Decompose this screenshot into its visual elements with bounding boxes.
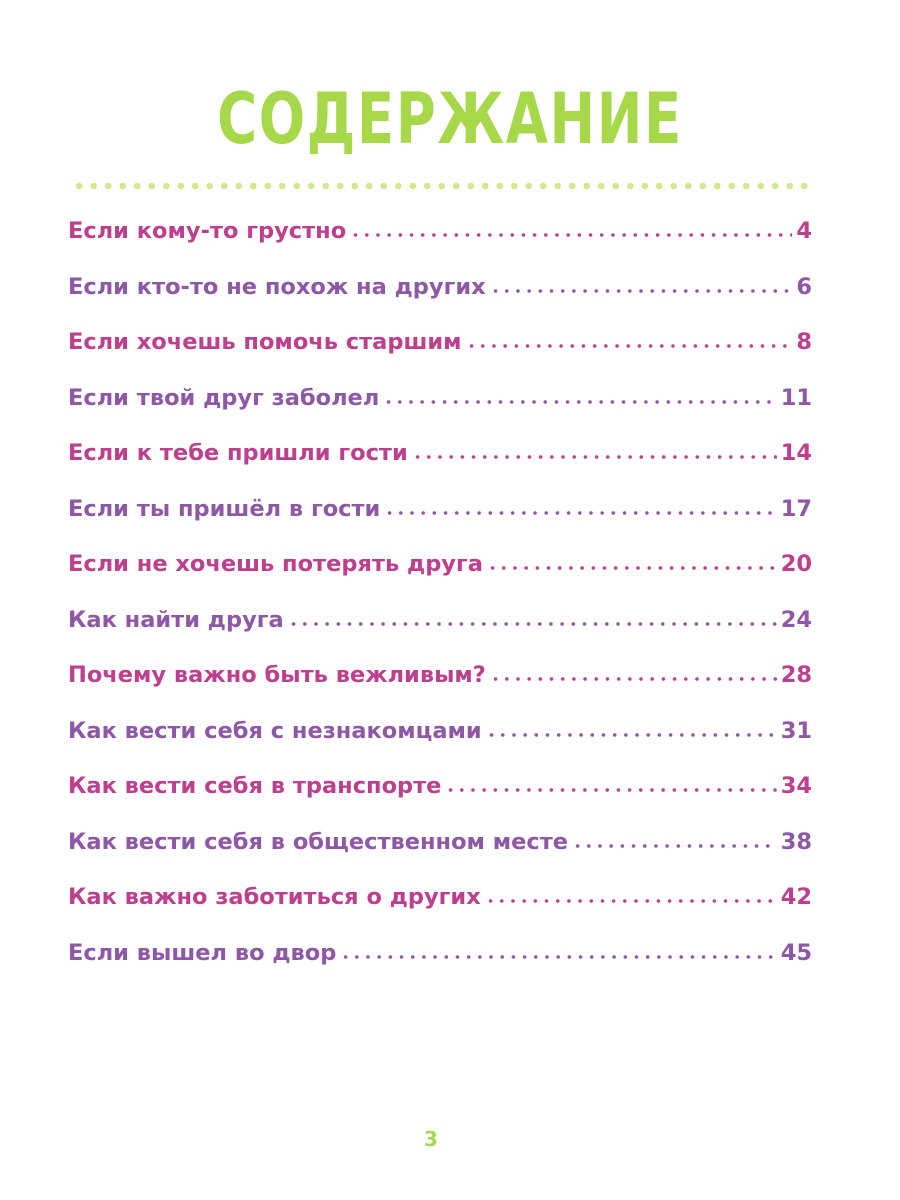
toc-entry-title: Если ты пришёл в гости bbox=[68, 495, 381, 522]
dot-leader bbox=[383, 400, 776, 404]
dot-leader bbox=[490, 677, 777, 681]
dot-leader bbox=[445, 788, 776, 792]
toc-entry-title: Как вести себя в общественном месте bbox=[68, 828, 569, 855]
dot-leader bbox=[340, 955, 776, 959]
dot-leader bbox=[485, 899, 777, 903]
dot-leader bbox=[572, 844, 777, 848]
dot-leader bbox=[412, 455, 777, 459]
toc-entry-title: Если вышел во двор bbox=[68, 939, 337, 966]
dot-leader bbox=[466, 344, 793, 348]
toc-entry[interactable] bbox=[68, 496, 812, 552]
dotted-divider bbox=[72, 182, 812, 190]
page-title: СОДЕРЖАНИЕ bbox=[217, 78, 683, 160]
dot-leader bbox=[487, 566, 777, 570]
toc-entry[interactable] bbox=[68, 829, 812, 885]
toc-entry-page: 4 bbox=[796, 218, 812, 244]
dot-leader bbox=[350, 233, 792, 237]
toc-entry-page: 20 bbox=[780, 551, 812, 577]
toc-entry-page: 6 bbox=[796, 273, 812, 300]
toc-entry-page: 8 bbox=[796, 329, 812, 355]
toc-entry-title: Как важно заботиться о других bbox=[68, 884, 481, 910]
toc-entry[interactable] bbox=[68, 607, 812, 663]
table-of-contents bbox=[68, 218, 812, 995]
toc-entry-page: 38 bbox=[780, 828, 812, 855]
toc-entry-title: Если хочешь помочь старшим bbox=[68, 329, 462, 355]
toc-entry-title: Если твой друг заболел bbox=[68, 384, 380, 411]
toc-entry-title: Если кто-то не похож на других bbox=[68, 273, 486, 300]
toc-entry-title: Если не хочешь потерять друга bbox=[68, 551, 483, 577]
toc-entry[interactable] bbox=[68, 662, 812, 718]
toc-entry-title: Как вести себя в транспорте bbox=[68, 773, 442, 799]
toc-entry-title: Если к тебе пришли гости bbox=[68, 440, 408, 466]
dot-leader bbox=[384, 511, 776, 515]
toc-entry-title: Если кому-то грустно bbox=[68, 218, 347, 244]
dot-leader bbox=[486, 733, 777, 737]
toc-entry[interactable] bbox=[68, 274, 812, 330]
toc-entry-page: 42 bbox=[780, 884, 812, 910]
toc-entry[interactable] bbox=[68, 218, 812, 274]
toc-entry-page: 11 bbox=[780, 384, 812, 411]
toc-entry-page: 24 bbox=[780, 606, 812, 633]
toc-entry-page: 45 bbox=[780, 939, 812, 966]
dot-leader bbox=[288, 622, 777, 626]
toc-entry-page: 28 bbox=[780, 662, 812, 688]
toc-entry[interactable] bbox=[68, 440, 812, 496]
toc-entry[interactable] bbox=[68, 884, 812, 940]
toc-entry[interactable] bbox=[68, 551, 812, 607]
toc-entry[interactable] bbox=[68, 773, 812, 829]
dot-leader bbox=[490, 289, 793, 293]
toc-entry-title: Как найти друга bbox=[68, 606, 284, 633]
toc-entry-title: Как вести себя с незнакомцами bbox=[68, 717, 482, 744]
toc-entry[interactable] bbox=[68, 718, 812, 774]
page-number: 3 bbox=[424, 1127, 438, 1151]
toc-entry-title: Почему важно быть вежливым? bbox=[68, 662, 486, 688]
toc-entry[interactable] bbox=[68, 385, 812, 441]
toc-entry-page: 34 bbox=[780, 773, 812, 799]
toc-entry[interactable] bbox=[68, 940, 812, 996]
toc-entry[interactable] bbox=[68, 329, 812, 385]
toc-entry-page: 14 bbox=[780, 440, 812, 466]
toc-entry-page: 17 bbox=[780, 495, 812, 522]
toc-entry-page: 31 bbox=[780, 717, 812, 744]
